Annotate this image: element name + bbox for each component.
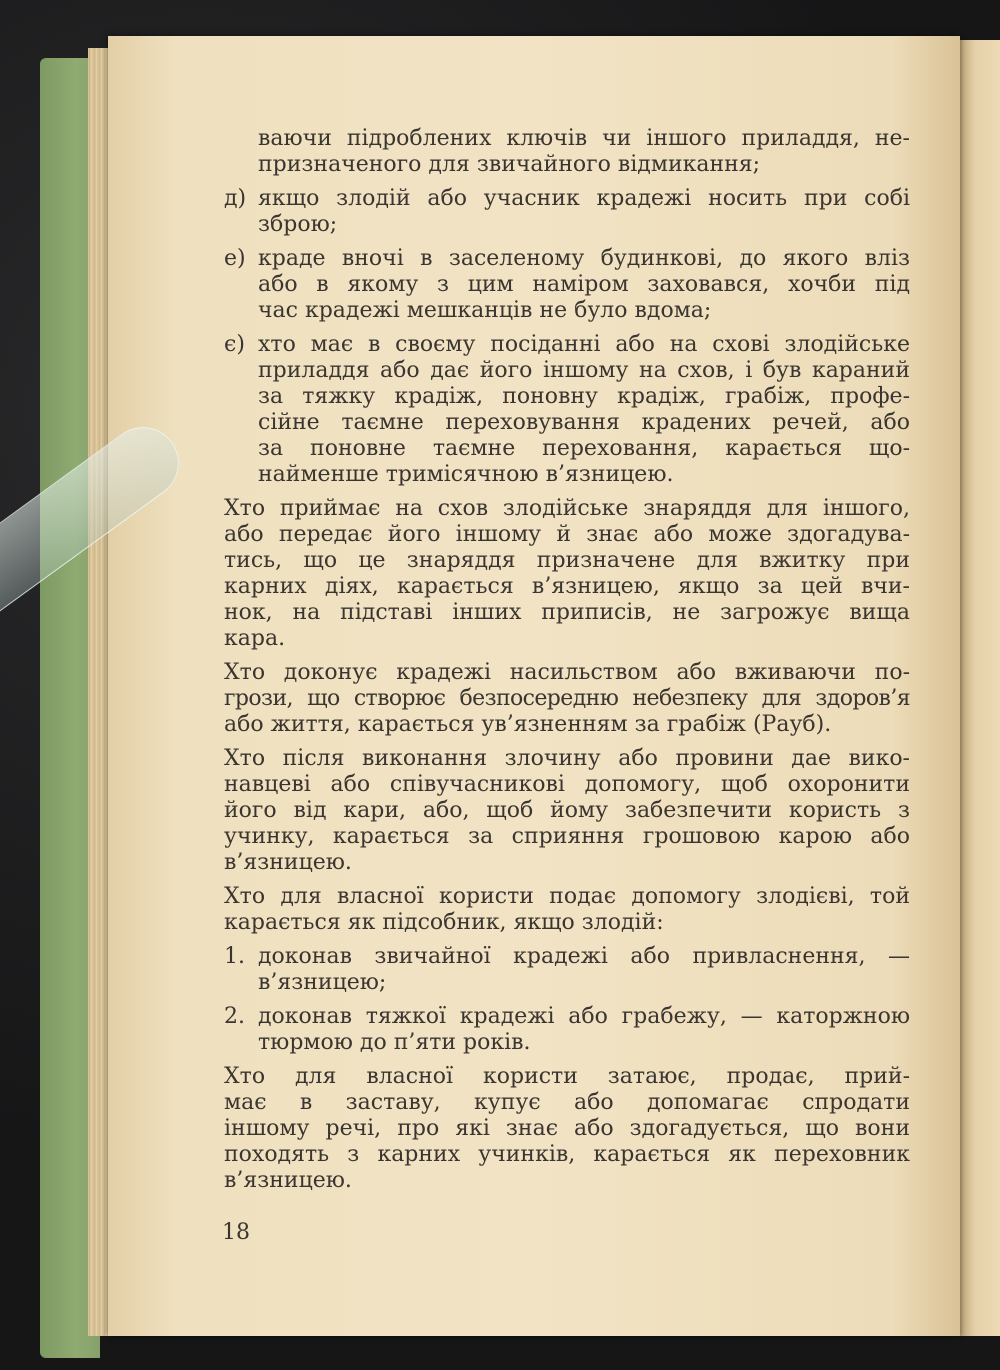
text-line: Хто для власної користи подає допомогу злодієві, той: [224, 884, 910, 909]
paragraph: [224, 746, 910, 876]
continuation-text: [224, 126, 910, 178]
text-line: нок, на підставі інших приписів, не загрожує вища: [224, 600, 910, 625]
text-line: тюрмою до п’яти років.: [258, 1030, 531, 1055]
text-line: або в якому з цим наміром заховався, хочби під: [258, 272, 910, 297]
list-marker: 2.: [224, 1004, 245, 1029]
text-line: час крадежі мешканців не було вдома;: [258, 298, 712, 323]
text-line: за тяжку крадіж, поновну крадіж, грабіж, профе-: [258, 384, 910, 409]
text-line: або життя, карається ув’язненням за грабіж (Рауб).: [224, 712, 832, 737]
text-line: в’язницею;: [258, 970, 387, 995]
list-marker: 1.: [224, 944, 245, 969]
text-line: Хто приймає на схов злодійське знаряддя для іншого,: [224, 496, 910, 521]
list-marker: е): [224, 246, 246, 271]
text-line: його від кари, або, щоб йому забезпечити користь з: [224, 798, 910, 823]
text-line: походять з карних учинків, карається як переховник: [224, 1142, 910, 1167]
text-line: в’язницею.: [224, 850, 352, 875]
text-line: грози, що створює безпосередню небезпеку для здоров’я: [224, 686, 910, 711]
paragraph: [224, 884, 910, 936]
text-line: за поновне таємне переховання, карається що-: [258, 436, 910, 461]
text-line: Хто для власної користи затаює, продає, прий-: [224, 1064, 910, 1089]
text-line: якщо злодій або учасник крадежі носить при собі: [258, 186, 910, 211]
text-line: сійне таємне переховування крадених речей, або: [258, 410, 910, 435]
list-marker: є): [224, 332, 245, 357]
text-line: карних діях, карається в’язницею, якщо за цей вчи-: [224, 574, 910, 599]
page-number: 18: [222, 1220, 250, 1245]
paragraph: [224, 1064, 910, 1194]
numbered-item-1: [224, 944, 910, 996]
numbered-item-2: [224, 1004, 910, 1056]
list-item-e: [224, 246, 910, 324]
text-line: Хто доконує крадежі насильством або вживаючи по-: [224, 660, 910, 685]
page-text: [224, 126, 910, 1202]
text-line: приладдя або дає його іншому на схов, і був караний: [258, 358, 910, 383]
text-line: доконав тяжкої крадежі або грабежу, — каторжною: [258, 1004, 910, 1029]
list-item-d: [224, 186, 910, 238]
adjacent-page-edge: [958, 40, 1000, 1336]
text-line: зброю;: [258, 212, 338, 237]
text-line: призначеного для звичайного відмикання;: [258, 152, 761, 177]
text-line: навцеві або співучасникові допомогу, щоб охоронити: [224, 772, 910, 797]
text-line: Хто після виконання злочину або провини дае вико-: [224, 746, 910, 771]
text-line: карається як підсобник, якщо злодій:: [224, 910, 664, 935]
paragraph: [224, 660, 910, 738]
text-line: доконав звичайної крадежі або привласнення, —: [258, 944, 910, 969]
text-line: в’язницею.: [224, 1168, 352, 1193]
list-item-ye: [224, 332, 910, 488]
list-marker: д): [224, 186, 247, 211]
text-line: кара.: [224, 626, 286, 651]
text-line: тись, що це знаряддя призначене для вжитку при: [224, 548, 910, 573]
text-line: краде вночі в заселеному будинкові, до якого вліз: [258, 246, 910, 271]
text-line: або передає його іншому й знає або може здогадува-: [224, 522, 910, 547]
text-line: учинку, карається за сприяння грошовою карою або: [224, 824, 910, 849]
text-line: найменше тримісячною в’язницею.: [258, 462, 674, 487]
text-line: хто має в своєму посіданні або на схові злодійське: [258, 332, 910, 357]
text-line: ваючи підроблених ключів чи іншого приладдя, не-: [258, 126, 910, 151]
paragraph: [224, 496, 910, 652]
text-line: має в заставу, купує або допомагає спродати: [224, 1090, 910, 1115]
text-line: іншому речі, про які знає або здогадується, що вони: [224, 1116, 910, 1141]
